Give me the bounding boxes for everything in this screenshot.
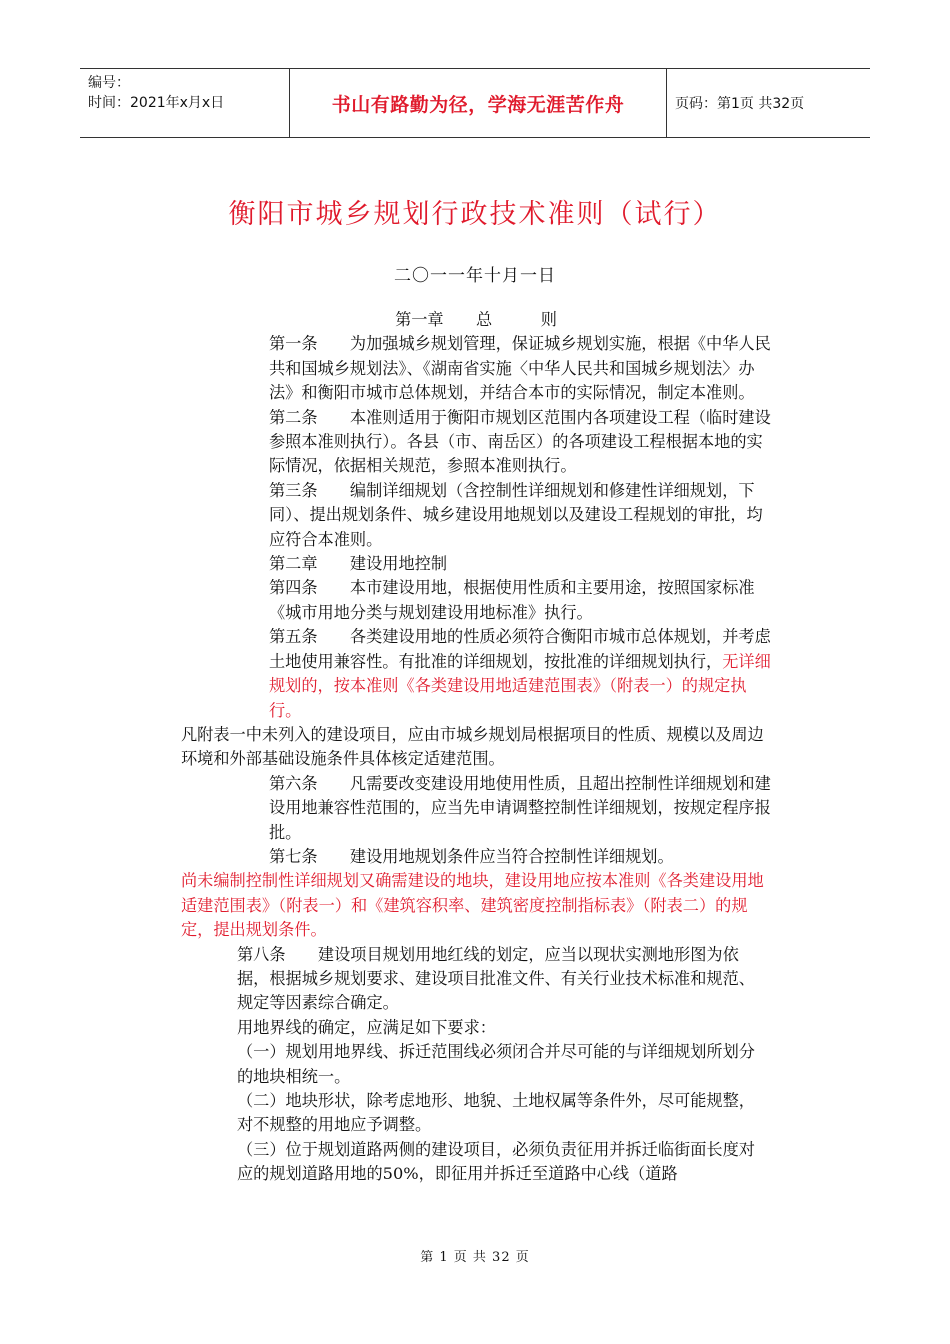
number-label: 编号： [88, 75, 130, 91]
time-label: 时间：2021年x月x日 [88, 95, 225, 111]
article-8: 第八条 建设项目规划用地红线的划定，应当以现状实测地形图为依据，根据城乡规划要求、建设项目批准文件、有关行业技术标准和规范、规定等因素综合确定。 [237, 944, 755, 1013]
document-title: 衡阳市城乡规划行政技术准则（试行） [228, 199, 722, 230]
header-page-info: 页码：第1页 共32页 [675, 96, 805, 112]
chapter-heading: 第二章 建设用地控制 [269, 554, 448, 574]
article-7-highlight: 尚未编制控制性详细规划又确需建设的地块，建设用地应按本准则《各类建设用地适建范围表》（附表一）和《建筑容积率、建筑密度控制指标表》（附表二）的规定，提出规划条件。 [181, 871, 764, 940]
article-5-note: 凡附表一中未列入的建设项目，应由市城乡规划局根据项目的性质、规模以及周边环境和外部基础设施条件具体核定适建范围。 [181, 724, 764, 769]
document-body [181, 308, 771, 1187]
list-item: （三）位于规划道路两侧的建设项目，必须负责征用并拆迁临街面长度对应的规划道路用地的50%，即征用并拆迁至道路中心线（道路 [237, 1139, 755, 1184]
article-5 [181, 625, 771, 723]
article-4: 第四条 本市建设用地，根据使用性质和主要用途，按照国家标准《城市用地分类与规划建设用地标准》执行。 [269, 578, 755, 622]
document-date: 二〇一一年十月一日 [394, 266, 556, 286]
article-6: 第六条 凡需要改变建设用地使用性质，且超出控制性详细规划和建设用地兼容性范围的，应当先申请调整控制性详细规划，按规定程序报批。 [269, 773, 771, 842]
page-footer: 第 1 页 共 32 页 [420, 1250, 530, 1265]
article-7: 第七条 建设用地规划条件应当符合控制性详细规划。 [269, 846, 674, 866]
article-5-text: 第五条 各类建设用地的性质必须符合衡阳市城市总体规划，并考虑土地使用兼容性。有批准的详细规划，按批准的详细规划执行， [269, 627, 771, 671]
list-item: （一）规划用地界线、拆迁范围线必须闭合并尽可能的与详细规划所划分的地块相统一。 [237, 1042, 755, 1086]
article-2: 第二条 本准则适用于衡阳市规划区范围内各项建设工程（临时建设参照本准则执行）。各县（市、南岳区）的各项建设工程根据本地的实际情况，依据相关规范，参照本准则执行。 [269, 407, 771, 476]
article-8-intro: 用地界线的确定，应满足如下要求： [237, 1017, 496, 1037]
header-slogan: 书山有路勤为径，学海无涯苦作舟 [290, 69, 667, 137]
list-item: （二）地块形状，除考虑地形、地貌、土地权属等条件外，尽可能规整，对不规整的用地应予调整。 [237, 1091, 755, 1135]
page-header-table [80, 68, 870, 138]
chapter-heading: 第一章 总 则 [395, 310, 557, 329]
article-1: 第一条 为加强城乡规划管理，保证城乡规划实施，根据《中华人民共和国城乡规划法》、《湖南省实施〈中华人民共和国城乡规划法〉办法》和衡阳市城市总体规划，并结合本市的实际情况，制定本准则。 [269, 334, 771, 403]
article-5-highlight: 无详细规划的，按本准则《各类建设用地适建范围表》（附表一）的规定执行。 [269, 651, 771, 720]
article-3: 第三条 编制详细规划（含控制性详细规划和修建性详细规划，下同）、提出规划条件、城乡建设用地规划以及建设工程规划的审批，均应符合本准则。 [269, 480, 763, 549]
header-meta [80, 69, 290, 137]
